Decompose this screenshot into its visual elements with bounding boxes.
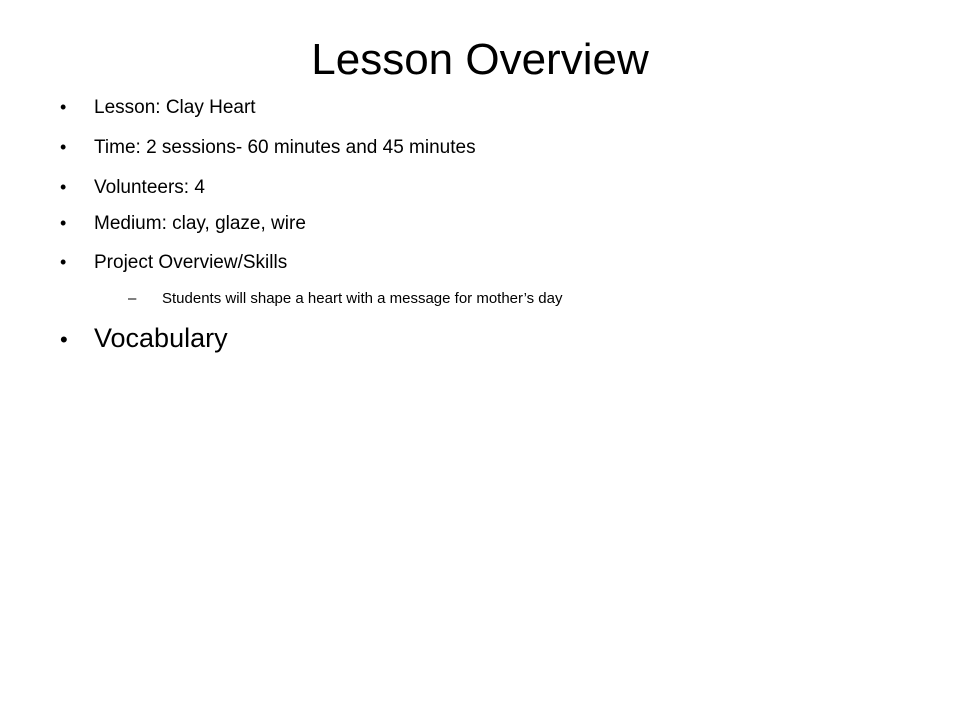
bullet-item-vocabulary bbox=[60, 322, 228, 354]
bullet-item-time bbox=[60, 137, 476, 160]
bullet-item-volunteers bbox=[60, 177, 205, 200]
bullet-icon: • bbox=[60, 213, 67, 233]
dash-icon: – bbox=[128, 290, 137, 307]
bullet-item-medium bbox=[60, 213, 306, 236]
bullet-icon: • bbox=[60, 137, 67, 157]
slide-title: Lesson Overview bbox=[311, 35, 649, 84]
bullet-icon: • bbox=[60, 252, 67, 272]
sub-bullet-item-students bbox=[128, 290, 563, 308]
bullet-text: Volunteers: 4 bbox=[94, 177, 205, 198]
bullet-text: Vocabulary bbox=[94, 323, 228, 353]
bullet-text: Project Overview/Skills bbox=[94, 252, 288, 273]
sub-bullet-text: Students will shape a heart with a message for mother’s day bbox=[162, 290, 563, 307]
bullet-icon: • bbox=[60, 177, 67, 197]
bullet-icon: • bbox=[60, 327, 68, 352]
bullet-text: Time: 2 sessions- 60 minutes and 45 minutes bbox=[94, 137, 476, 158]
bullet-text: Lesson: Clay Heart bbox=[94, 97, 256, 118]
bullet-text: Medium: clay, glaze, wire bbox=[94, 213, 306, 234]
bullet-icon: • bbox=[60, 97, 67, 117]
bullet-item-lesson bbox=[60, 97, 256, 120]
bullet-item-project-overview bbox=[60, 252, 287, 275]
